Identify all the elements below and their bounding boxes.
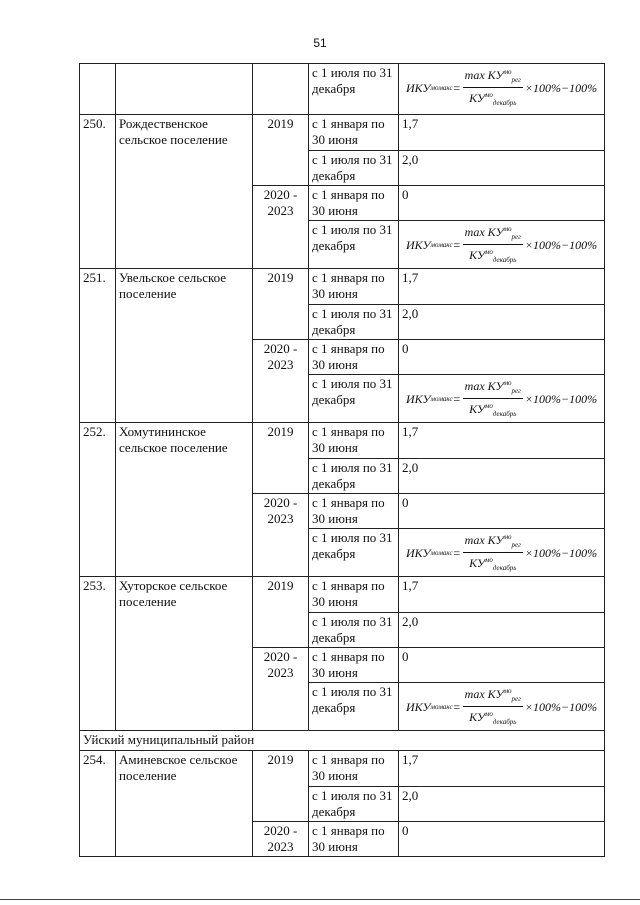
formula-cell: [399, 683, 605, 731]
year-cell: 2019: [253, 577, 309, 648]
period-cell: с 1 июля по 31 декабря: [309, 613, 399, 648]
value-cell: 1,7: [399, 423, 605, 459]
period-cell: с 1 января по 30 июня: [309, 577, 399, 613]
period-cell: с 1 января по 30 июня: [309, 423, 399, 459]
year-range-cell: 2020 - 2023: [253, 340, 309, 423]
page-number: 51: [313, 36, 327, 50]
name-cell: [116, 64, 253, 115]
page-bottom-rule: [0, 899, 640, 900]
period-cell: с 1 января по 30 июня: [309, 340, 399, 375]
settlement-name: Хомутининское сельское поселение: [116, 423, 253, 577]
period-cell: с 1 июля по 31 декабря: [309, 221, 399, 269]
period-cell: с 1 января по 30 июня: [309, 822, 399, 857]
settlement-name: Аминевское сельское поселение: [116, 751, 253, 857]
formula-cell: [399, 375, 605, 423]
value-cell: 2,0: [399, 459, 605, 494]
settlement-name: Увельское сельское поселение: [116, 269, 253, 423]
value-cell: 0: [399, 648, 605, 683]
tariff-formula: ИКУ мо макс = $\frac{\max КУ^{мо}_{рег}}{КУ^{мо}_{декабрь}}$ ×100%−100%: [406, 530, 597, 575]
value-cell: 0: [399, 822, 605, 857]
value-cell: 0: [399, 494, 605, 529]
value-cell: 2,0: [399, 151, 605, 186]
value-cell: 2,0: [399, 305, 605, 340]
period-cell: с 1 января по 30 июня: [309, 269, 399, 305]
table-row: [80, 115, 605, 151]
value-cell: 2,0: [399, 613, 605, 648]
row-number: 252.: [80, 423, 116, 577]
year-range-cell: 2020 - 2023: [253, 822, 309, 857]
row-number: 251.: [80, 269, 116, 423]
year-cell: 2019: [253, 423, 309, 494]
year-cell: [253, 64, 309, 115]
period-cell: с 1 января по 30 июня: [309, 751, 399, 787]
value-cell: 0: [399, 340, 605, 375]
year-range-cell: 2020 - 2023: [253, 494, 309, 577]
value-cell: 0: [399, 186, 605, 221]
value-cell: 1,7: [399, 115, 605, 151]
year-cell: 2019: [253, 115, 309, 186]
value-cell: 2,0: [399, 787, 605, 822]
period-cell: с 1 июля по 31 декабря: [309, 151, 399, 186]
table-row: [80, 64, 605, 115]
period-cell: с 1 июля по 31 декабря: [309, 64, 399, 115]
year-range-cell: 2020 - 2023: [253, 648, 309, 731]
row-number: 253.: [80, 577, 116, 731]
year-cell: 2019: [253, 269, 309, 340]
row-number: 254.: [80, 751, 116, 857]
period-cell: с 1 июля по 31 декабря: [309, 529, 399, 577]
formula-cell: [399, 64, 605, 115]
table-row: [80, 269, 605, 305]
row-number: 250.: [80, 115, 116, 269]
value-cell: 1,7: [399, 577, 605, 613]
value-cell: 1,7: [399, 751, 605, 787]
period-cell: с 1 июля по 31 декабря: [309, 305, 399, 340]
table-row: [80, 731, 605, 751]
period-cell: с 1 июля по 31 декабря: [309, 787, 399, 822]
year-cell: 2019: [253, 751, 309, 822]
period-cell: с 1 января по 30 июня: [309, 115, 399, 151]
period-cell: с 1 июля по 31 декабря: [309, 683, 399, 731]
settlement-name: Хуторское сельское поселение: [116, 577, 253, 731]
tariff-formula: ИКУ мо макс = $\frac{\max КУ^{мо}_{рег}}{КУ^{мо}_{декабрь}}$ ×100%−100%: [406, 376, 597, 421]
table-row: [80, 577, 605, 613]
formula-cell: [399, 221, 605, 269]
table-row: [80, 423, 605, 459]
number-cell: [80, 64, 116, 115]
tariff-formula: ИКУ мо макс = $\frac{\max КУ^{мо}_{рег}}{КУ^{мо}_{декабрь}}$ ×100%−100%: [406, 684, 597, 729]
formula-cell: [399, 529, 605, 577]
period-cell: с 1 января по 30 июня: [309, 648, 399, 683]
value-cell: 1,7: [399, 269, 605, 305]
year-range-cell: 2020 - 2023: [253, 186, 309, 269]
period-cell: с 1 января по 30 июня: [309, 494, 399, 529]
tariff-formula: ИКУ мо макс = $\frac{\max КУ^{мо}_{рег}}{КУ^{мо}_{декабрь}}$ ×100%−100%: [406, 65, 597, 110]
period-cell: с 1 июля по 31 декабря: [309, 375, 399, 423]
settlement-name: Рождественское сельское поселение: [116, 115, 253, 269]
period-cell: с 1 января по 30 июня: [309, 186, 399, 221]
tariff-formula: ИКУ мо макс = $\frac{\max КУ^{мо}_{рег}}{КУ^{мо}_{декабрь}}$ ×100%−100%: [406, 222, 597, 267]
region-header: Уйский муниципальный район: [80, 731, 605, 751]
table-row: [80, 751, 605, 787]
tariff-table: [79, 63, 605, 857]
period-cell: с 1 июля по 31 декабря: [309, 459, 399, 494]
